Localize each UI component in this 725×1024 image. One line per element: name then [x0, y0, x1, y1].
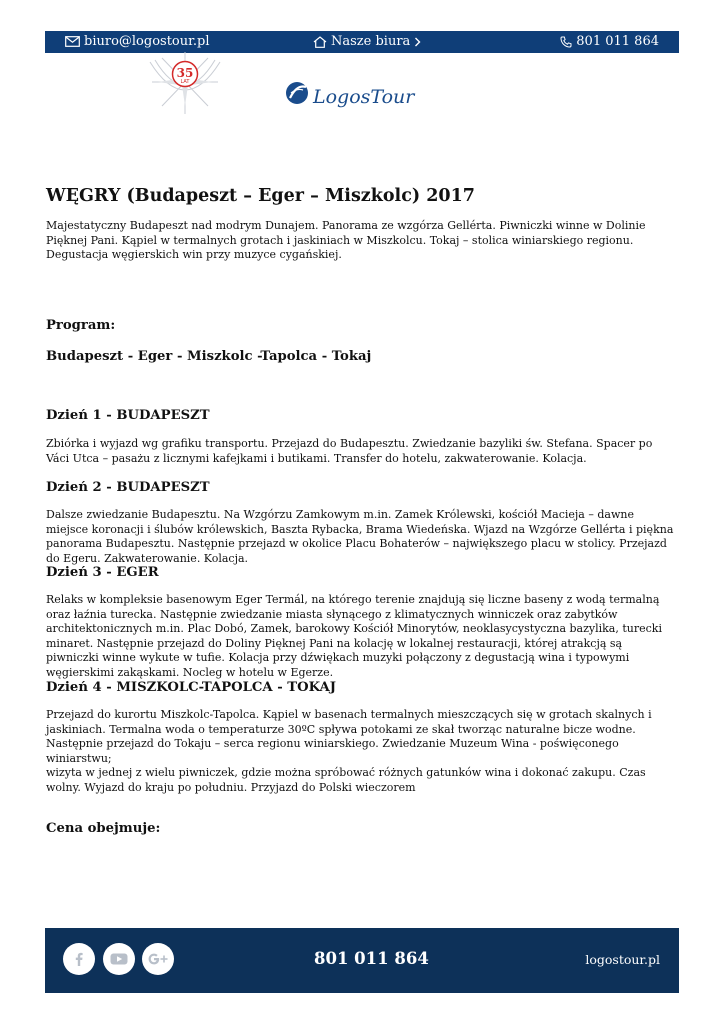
envelope-icon — [65, 36, 80, 47]
day-1-heading: Dzień 1 - BUDAPESZT — [46, 408, 210, 423]
top-contact-bar — [45, 31, 679, 53]
program-heading: Program: — [46, 318, 116, 333]
logo-text: LogosTour — [313, 86, 415, 108]
day-4-text-part-1: Przejazd do kurortu Miszkolc-Tapolca. Kąpiel w basenach termalnych mieszczących się w grotach skalnych i jaskiniach. Termalna woda o temperaturze 30ºC spływa potokami ze skał tworząc naturalne bicze wodne. Następnie przejazd do Tokaju – serca regionu winiarskiego. Zwiedzanie Muzeum Wina - poświęconego winiarstwu; — [46, 708, 652, 765]
offices-link[interactable] — [313, 34, 421, 49]
intro-paragraph: Majestatyczny Budapeszt nad modrym Dunajem. Panorama ze wzgórza Gellérta. Piwniczki winne w Dolinie Pięknej Pani. Kąpiel w termalnych grotach i jaskiniach w Miszkolcu. Tokaj – stolica winiarskiego regionu. Degustacja węgierskich win przy muzyce cygańskiej. — [46, 219, 646, 262]
phone-icon — [560, 36, 572, 48]
badge-number: 35 — [176, 66, 194, 80]
youtube-icon — [109, 951, 129, 967]
home-icon — [313, 36, 327, 48]
day-4-heading: Dzień 4 - MISZKOLC-TAPOLCA - TOKAJ — [46, 680, 336, 695]
email-link[interactable] — [65, 34, 210, 49]
google-plus-icon — [147, 951, 169, 967]
badge-text: LAT — [180, 79, 190, 85]
logostour-logo[interactable] — [284, 76, 415, 116]
google-plus-button[interactable] — [142, 943, 174, 975]
footer-phone[interactable]: 801 011 864 — [314, 949, 429, 968]
chevron-right-icon — [414, 37, 421, 47]
phone-link[interactable] — [560, 34, 659, 49]
day-4-text — [46, 708, 678, 796]
day-3-text: Relaks w kompleksie basenowym Eger Termál, na którego terenie znajdują się liczne baseny z wodą termalną oraz łaźnia turecka. Następnie zwiedzanie miasta słynącego z klimatycznych winniczek oraz zabytków architektonicznych m.in. Plac Dobó, Zamek, barokowy Kościół Minorytów, neoklasycystyczna bazylika, turecki minaret. Następnie przejazd do Doliny Pięknej Pani na kolację w lokalnej restauracji, której atrakcją są piwniczki winne wykute w tufie. Kolacja przy dźwiękach muzyki połączony z degustacją wina i typowymi węgierskimi zakąskami. Nocleg w hotelu w Egerze. — [46, 593, 662, 679]
price-includes-heading: Cena obejmuje: — [46, 821, 161, 836]
footer-website-link[interactable]: logostour.pl — [585, 952, 660, 967]
day-3-heading: Dzień 3 - EGER — [46, 565, 159, 580]
phone-text: 801 011 864 — [576, 34, 659, 49]
day-1-text: Zbiórka i wyjazd wg grafiku transportu. Przejazd do Budapesztu. Zwiedzanie bazyliki św. Stefana. Spacer po Váci Utca – pasażu z licznymi kafejkami i butikami. Transfer do hotelu, zakwaterowanie. Kolacja. — [46, 437, 653, 465]
footer — [45, 928, 679, 993]
page-title: WĘGRY (Budapeszt – Eger – Miszkolc) 2017 — [46, 186, 475, 206]
facebook-button[interactable] — [63, 943, 95, 975]
offices-text: Nasze biura — [331, 34, 411, 49]
day-2-text: Dalsze zwiedzanie Budapesztu. Na Wzgórzu Zamkowym m.in. Zamek Królewski, kościół Macieja – dawne miejsce koronacji i ślubów królewskich, Baszta Rybacka, Brama Wiedeńska. Wjazd na Wzgórze Gellérta i piękna panorama Budapesztu. Następnie przejazd w okolice Placu Bohaterów – największego placu w stolicy. Przejazd do Egeru. Zakwaterowanie. Kolacja. — [46, 508, 674, 565]
day-4-text-part-2: wizyta w jednej z wielu piwniczek, gdzie można spróbować różnych gatunków wina i dokonać zakupu. Czas wolny. Wyjazd do kraju po południu. Przyjazd do Polski wieczorem — [46, 766, 646, 794]
facebook-icon — [71, 951, 87, 967]
day-2-heading: Dzień 2 - BUDAPESZT — [46, 480, 210, 495]
email-text: biuro@logostour.pl — [84, 34, 210, 49]
route-heading: Budapeszt - Eger - Miszkolc -Tapolca - Tokaj — [46, 349, 372, 364]
youtube-button[interactable] — [103, 943, 135, 975]
anniversary-badge — [144, 52, 226, 116]
